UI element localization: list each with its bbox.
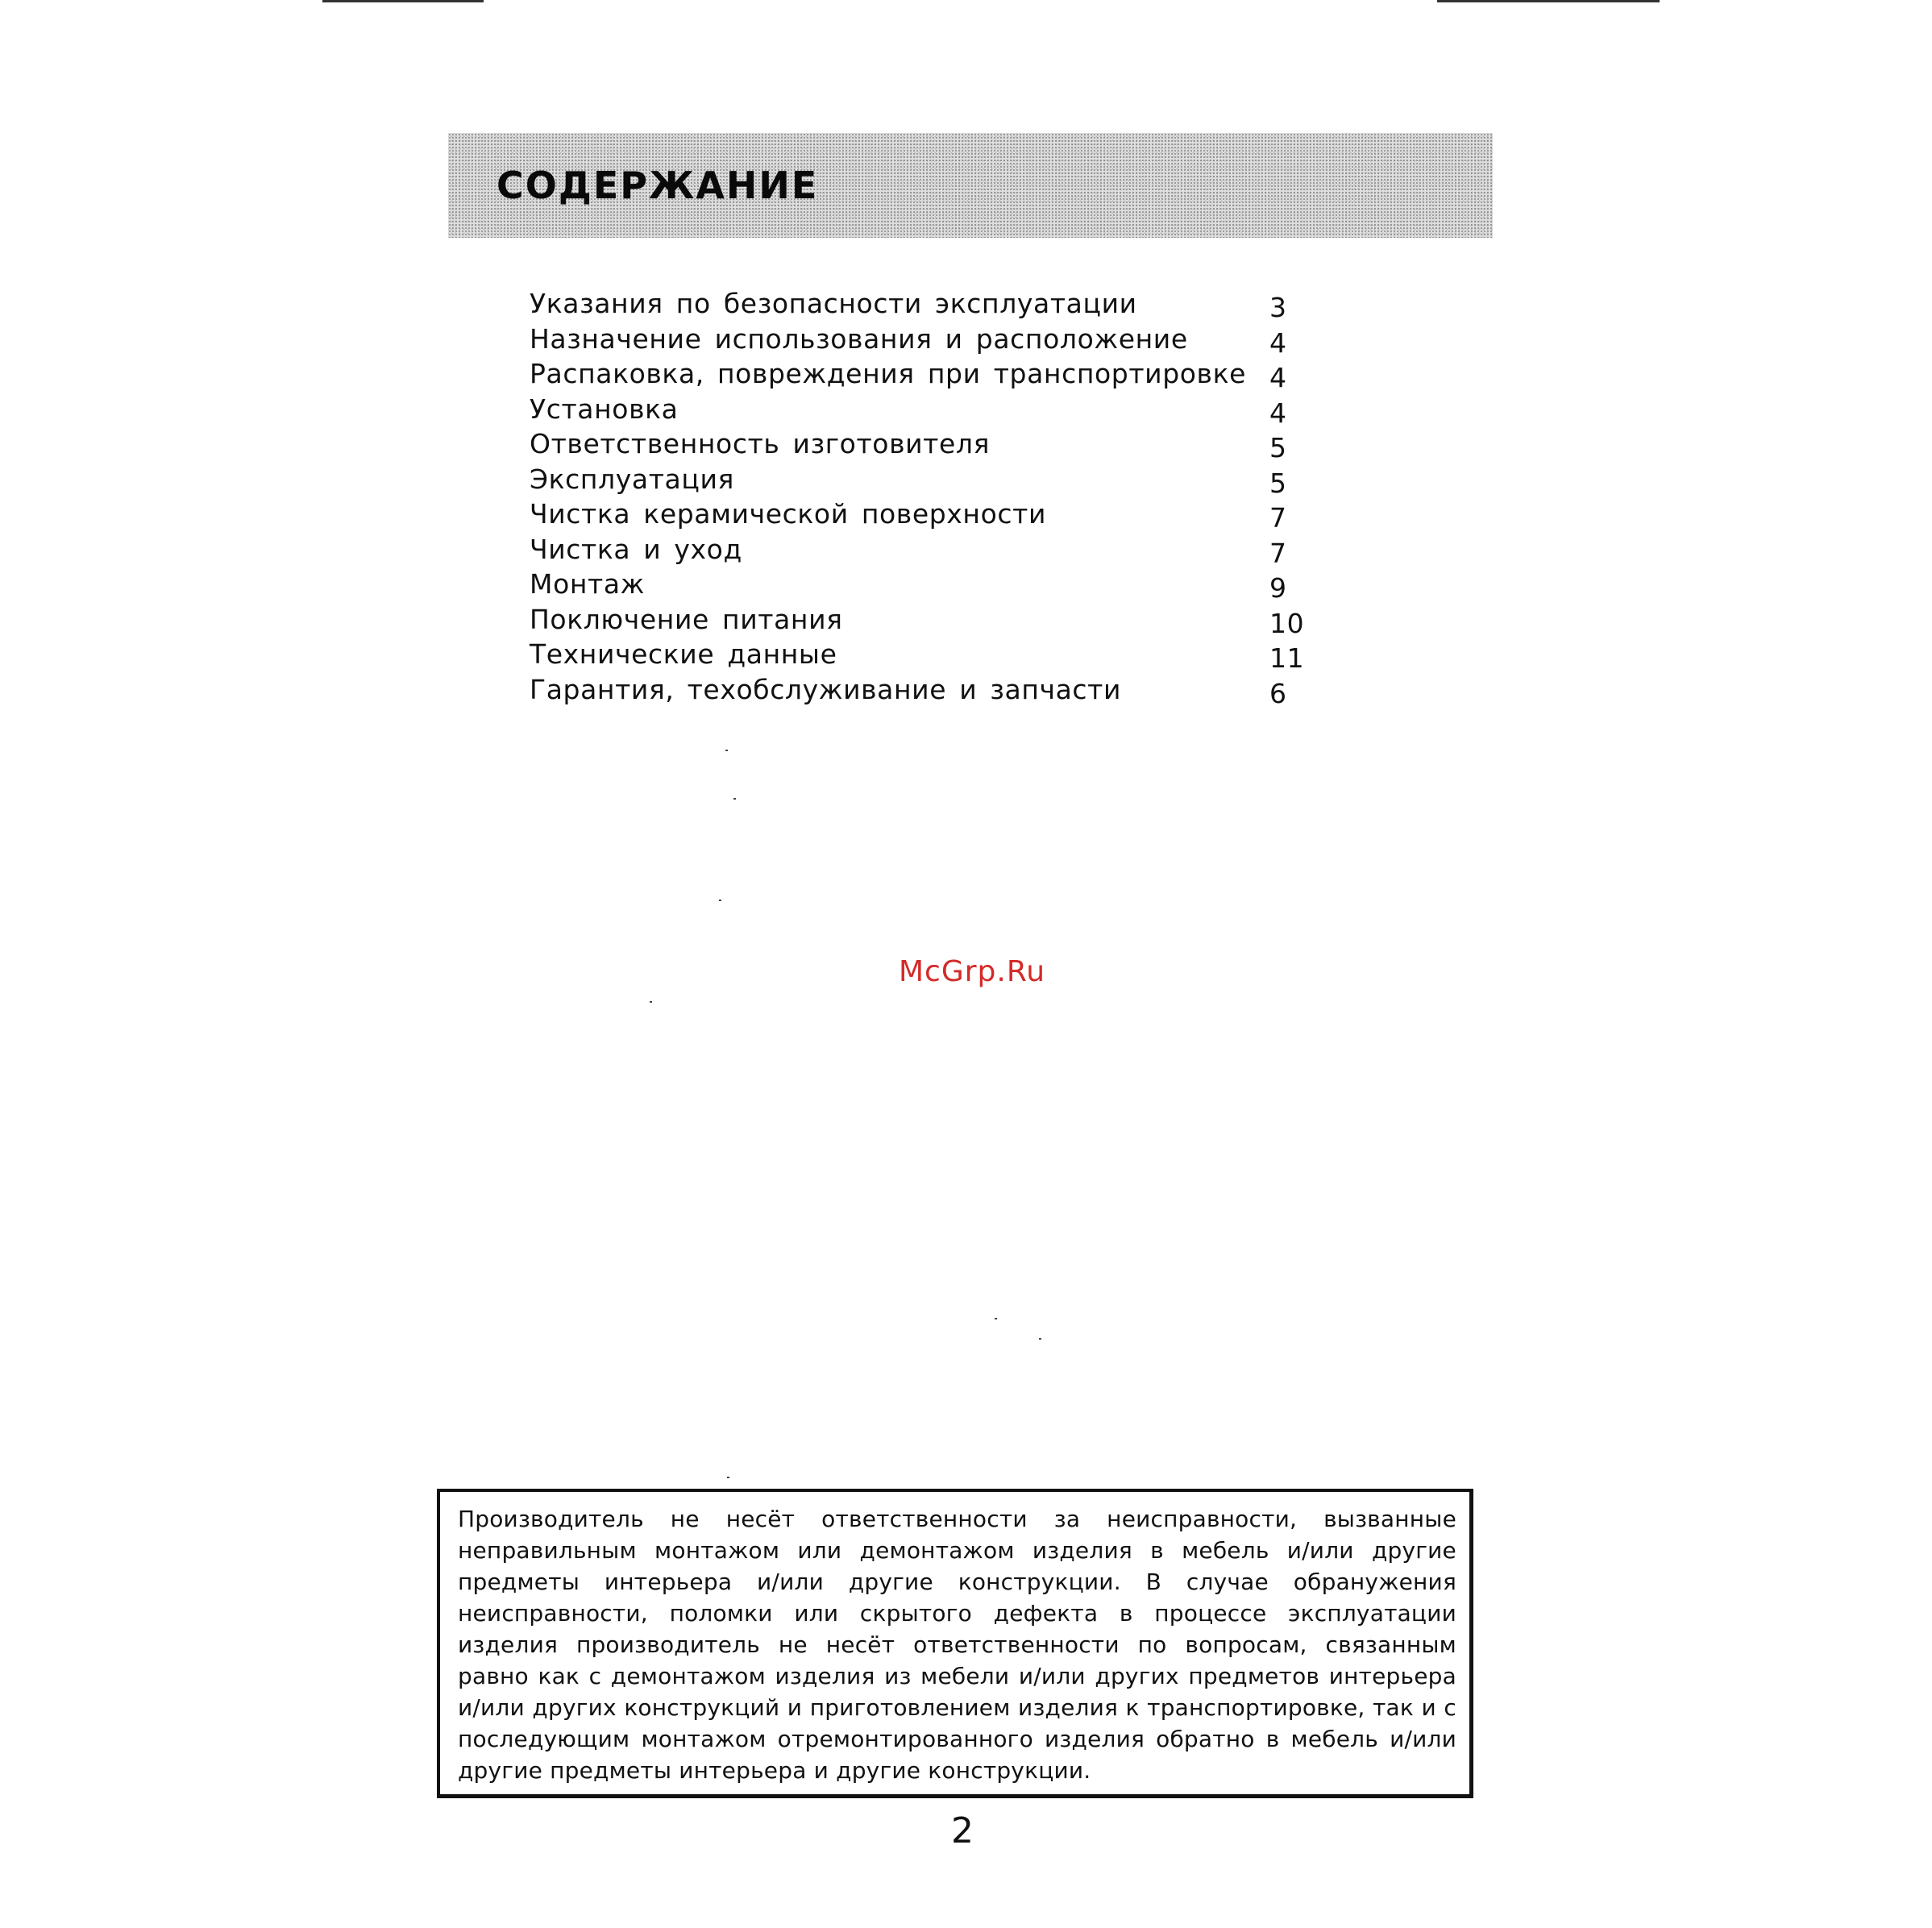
toc-row bbox=[530, 672, 1303, 708]
toc-entry-title: Эксплуатация bbox=[530, 463, 734, 495]
toc-entry-title: Поключение питания bbox=[530, 603, 843, 635]
toc-row bbox=[530, 356, 1303, 392]
scan-speck bbox=[733, 798, 736, 800]
toc-entry-page: 7 bbox=[1269, 537, 1287, 569]
toc-entry-title: Монтаж bbox=[530, 568, 646, 600]
scan-speck bbox=[727, 1477, 729, 1478]
toc-entry-title: Чистка керамической поверхности bbox=[530, 498, 1047, 530]
page-title: СОДЕРЖАНИЕ bbox=[497, 164, 819, 207]
contents-header-band bbox=[448, 133, 1493, 238]
toc-row bbox=[530, 322, 1303, 357]
toc-row bbox=[530, 567, 1303, 602]
liability-notice-text: Производитель не несёт ответственности за неисправности, вызванные неправильным монтажом или демонтажом изделия в мебель и/или другие предметы интерьера и/или другие конструкции. В случае обранужения неисправности, поломки или скрытого дефекта в процессе эксплуатации изделия производитель не несёт ответственности по вопросам, связанным равно как с демонтажом изделия из мебели и/или других предметов интерьера и/или других конструкций и приготовлением изделия к транспортировке, так и с последующим монтажом отремонтированного изделия обратно в мебель и/или другие предметы интерьера и другие конструкции. bbox=[458, 1506, 1456, 1784]
toc-entry-title: Ответственность изготовителя bbox=[530, 428, 991, 459]
toc-entry-title: Технические данные bbox=[530, 638, 837, 670]
toc-entry-page: 11 bbox=[1269, 642, 1305, 674]
scan-speck bbox=[725, 750, 728, 751]
top-rule-left bbox=[322, 0, 484, 2]
toc-entry-page: 5 bbox=[1269, 432, 1287, 463]
toc-entry-page: 4 bbox=[1269, 326, 1287, 359]
toc-row bbox=[530, 532, 1303, 567]
scan-speck bbox=[995, 1318, 997, 1319]
toc-entry-page: 5 bbox=[1269, 467, 1287, 499]
top-rule-right bbox=[1437, 0, 1660, 2]
toc-row bbox=[530, 602, 1303, 638]
toc-entry-title: Установка bbox=[530, 393, 679, 425]
toc-entry-page: 9 bbox=[1269, 572, 1287, 604]
scan-speck bbox=[1039, 1338, 1041, 1340]
toc-entry-page: 7 bbox=[1269, 502, 1287, 534]
toc-row bbox=[530, 637, 1303, 672]
liability-notice-box bbox=[437, 1489, 1473, 1798]
watermark: McGrp.Ru bbox=[899, 955, 1046, 988]
toc-entry-page: 3 bbox=[1269, 292, 1287, 323]
page-number: 2 bbox=[951, 1810, 974, 1851]
toc-entry-title: Гарантия, техобслуживание и запчасти bbox=[530, 673, 1122, 705]
toc-row bbox=[530, 497, 1303, 532]
toc-entry-title: Указания по безопасности эксплуатации bbox=[530, 288, 1137, 319]
toc-entry-title: Чистка и уход bbox=[530, 533, 742, 565]
scan-speck bbox=[650, 1001, 652, 1003]
toc-entry-page: 10 bbox=[1269, 607, 1305, 639]
toc-row bbox=[530, 286, 1303, 322]
toc-row bbox=[530, 426, 1303, 462]
toc-row bbox=[530, 392, 1303, 427]
table-of-contents bbox=[530, 286, 1303, 707]
toc-entry-title: Назначение использования и расположение bbox=[530, 322, 1188, 355]
toc-entry-page: 4 bbox=[1269, 397, 1287, 429]
toc-entry-page: 4 bbox=[1269, 362, 1287, 393]
toc-entry-title: Распаковка, повреждения при транспортировке bbox=[530, 358, 1247, 389]
toc-row bbox=[530, 462, 1303, 497]
toc-entry-page: 6 bbox=[1269, 677, 1287, 709]
scan-speck bbox=[719, 900, 721, 901]
